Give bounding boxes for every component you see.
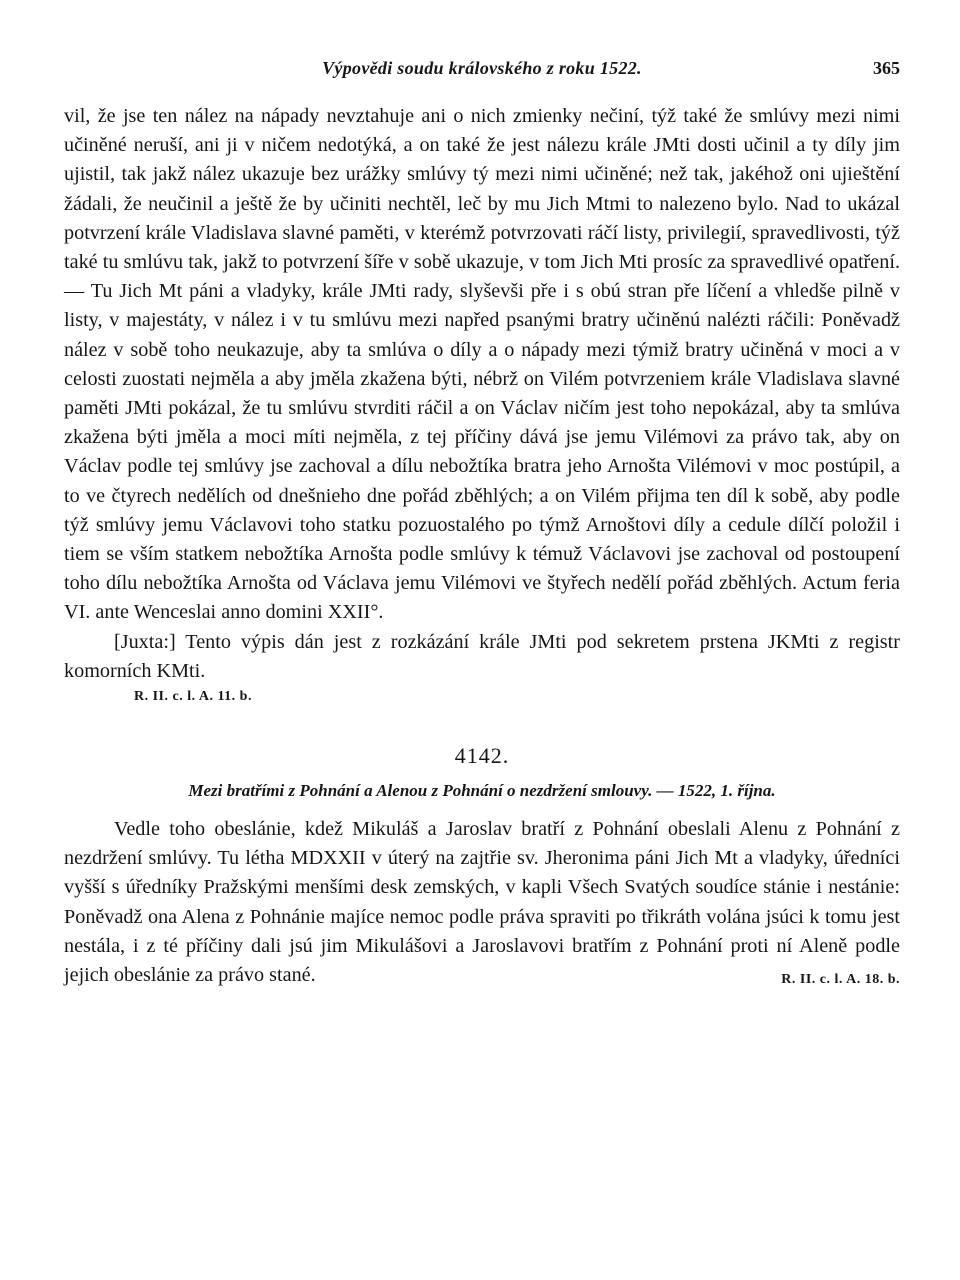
page-number: 365 bbox=[873, 58, 900, 78]
body-paragraph-1: vil, že jse ten nález na nápady nevztahuje ani o nich zmienky nečiní, týž také že smlúvy mezi nimi učiněné neruší, ani ji v ničem nedotýká, a on také že jest nálezu krále JMti dosti učinil a ty díly jim ujistil, tak jakž nález ukazuje bez urážky smlúvy tý mezi nimi učiněné; než tak, jakéhož oni ujieštění žádali, že neučinil a ještě že by učiniti nechtěl, leč by mu Jich Mtmi to nalezeno bylo. Nad to ukázal potvrzení krále Vladislava slavné paměti, v kterémž potvrzovati ráčí listy, privilegií, spravedlivosti, týž také tu smlúvu tak, jakž to potvrzení šíře v sobě ukazuje, v tom Jich Mti prosíc za spravedlivé opatření. — Tu Jich Mt páni a vladyky, krále JMti rady, slyševši pře i s obú stran pře líčení a vhledše pilně v listy, v majestáty, v nález i v tu smlúvu mezi napřed psanými bratry učiněnú nalézti ráčili: Poněvadž nález v sobě toho neukazuje, aby ta smlúva o díly a o nápady mezi týmiž bratry učiněná v moci a v celosti zuostati nejměla a aby jměla zkažena býti, nébrž on Vilém potvrzeniem krále Vladislava slavné paměti JMti pokázal, že tu smlúvu stvrditi ráčil a on Václav ničím jest toho nepokázal, aby ta smlúva zkažena býti jměla a moci míti nejměla, z tej příčiny dává jse jemu Vilémovi za právo tak, aby on Václav podle tej smlúvy jse zachoval a dílu nebožtíka bratra jeho Arnošta Vilémovi v moc postúpil, a to ve čtyrech nedělích od dnešnieho dne pořád zběhlých; a on Vilém přijma ten díl k sobě, aby podle týž smlúvy jemu Václavovi toho statku pozuostalého po týmž Arnoštovi díly a cedule dílčí položil i tiem se vším statkem nebožtíka Arnošta podle smlúvy k témuž Václavovi jse zachoval od postoupení toho dílu nebožtíka Arnošta od Václava jemu Vilémovi ve štyřech nedělí pořád zběhlých. Actum feria VI. ante Wenceslai anno domini XXII°. bbox=[64, 105, 900, 624]
entry-number: 4142. bbox=[454, 743, 510, 769]
archive-signature: R. II. c. l. A. 11. b. bbox=[134, 689, 252, 705]
running-title: Výpovědi soudu královského z roku 1522. bbox=[322, 58, 642, 78]
document-page bbox=[64, 58, 900, 994]
entry-regest: Mezi bratřími z Pohnání a Alenou z Pohnání o nezdržení smlouvy. — 1522, 1. října. bbox=[188, 781, 776, 801]
entry-text: Vedle toho obeslánie, kdež Mikuláš a Jaroslav bratří z Pohnání obeslali Alenu z Pohnání z nezdržení smlúvy. Tu létha MDXXII v úterý na zajtřie sv. Jheronima páni Jich Mt a vladyky, úředníci vyšší s úředníky Pražskými menšími desk zemských, v kapli Všech Svatých soudíce stánie i nestánie: Poněvadž ona Alena z Pohnánie majíce nemoc podle práva spraviti po třikráth volána jsúci k tomu jest nestála, i z té příčiny dali jsú jim Mikulášovi a Jaroslavovi bratřím z Pohnání proti ní Aleně podle jejich obeslánie za právo stané. bbox=[64, 818, 900, 987]
body-paragraph-2: [Juxta:] Tento výpis dán jest z rozkázání krále JMti pod sekretem prstena JKMti z registr komorních KMti. bbox=[64, 630, 900, 682]
entry-paragraph bbox=[64, 815, 900, 990]
running-head bbox=[64, 58, 900, 88]
entry-signature: R. II. c. l. A. 18. b. bbox=[781, 972, 900, 988]
